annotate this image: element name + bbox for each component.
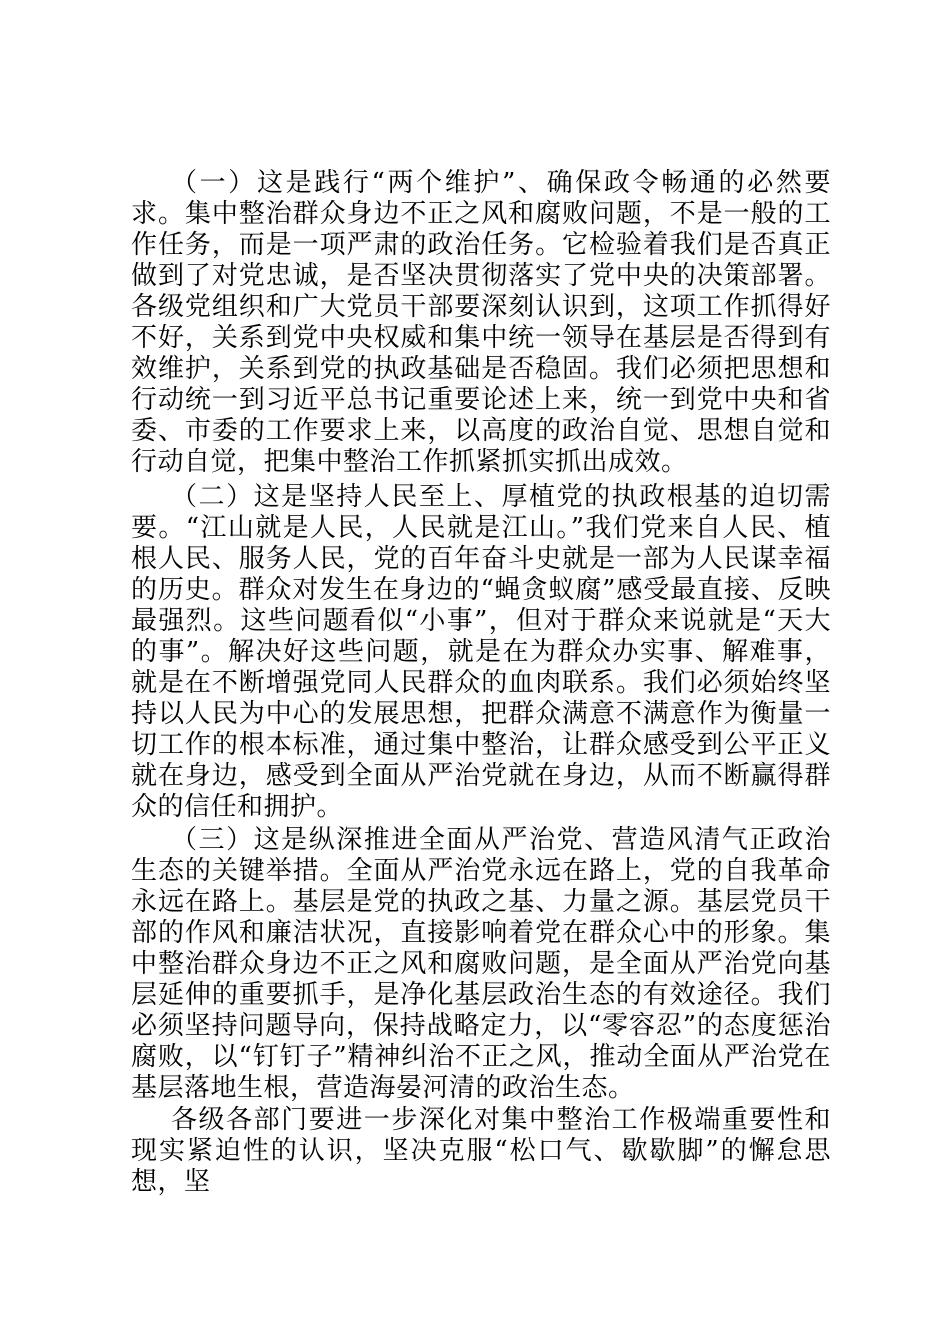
paragraph-3: （三）这是纵深推进全面从严治党、营造风清气正政治生态的关键举措。全面从严治党永远在路上，党的自我革命永远在路上。基层是党的执政之基、力量之源。基层党员干部的作风和廉洁状况，直接影响着党在群众心中的形象。集中整治群众身边不正之风和腐败问题，是全面从严治党向基层延伸的重要抓手，是净化基层政治生态的有效途径。我们必须坚持问题导向，保持战略定力，以“零容忍”的态度惩治腐败，以“钉钉子”精神纠治不正之风，推动全面从严治党在基层落地生根，营造海晏河清的政治生态。 bbox=[131, 825, 831, 1103]
paragraph-4: 各级各部门要进一步深化对集中整治工作极端重要性和现实紧迫性的认识，坚决克服“松口气、歇歇脚”的懈怠思想，坚 bbox=[131, 1105, 831, 1197]
paragraph-2: （二）这是坚持人民至上、厚植党的执政根基的迫切需要。“江山就是人民，人民就是江山。”我们党来自人民、植根人民、服务人民，党的百年奋斗史就是一部为人民谋幸福的历史。群众对发生在身边的“蝇贪蚁腐”感受最直接、反映最强烈。这些问题看似“小事”，但对于群众来说就是“天大的事”。解决好这些问题，就是在为群众办实事、解难事，就是在不断增强党同人民群众的血肉联系。我们必须始终坚持以人民为中心的发展思想，把群众满意不满意作为衡量一切工作的根本标准，通过集中整治，让群众感受到公平正义就在身边，感受到全面从严治党就在身边，从而不断赢得群众的信任和拥护。 bbox=[131, 482, 831, 822]
paragraph-1: （一）这是践行“两个维护”、确保政令畅通的必然要求。集中整治群众身边不正之风和腐败问题，不是一般的工作任务，而是一项严肃的政治任务。它检验着我们是否真正做到了对党忠诚，是否坚决贯彻落实了党中央的决策部署。各级党组织和广大党员干部要深刻认识到，这项工作抓得好不好，关系到党中央权威和集中统一领导在基层是否得到有效维护，关系到党的执政基础是否稳固。我们必须把思想和行动统一到习近平总书记重要论述上来，统一到党中央和省委、市委的工作要求上来，以高度的政治自觉、思想自觉和行动自觉，把集中整治工作抓紧抓实抓出成效。 bbox=[131, 168, 831, 477]
